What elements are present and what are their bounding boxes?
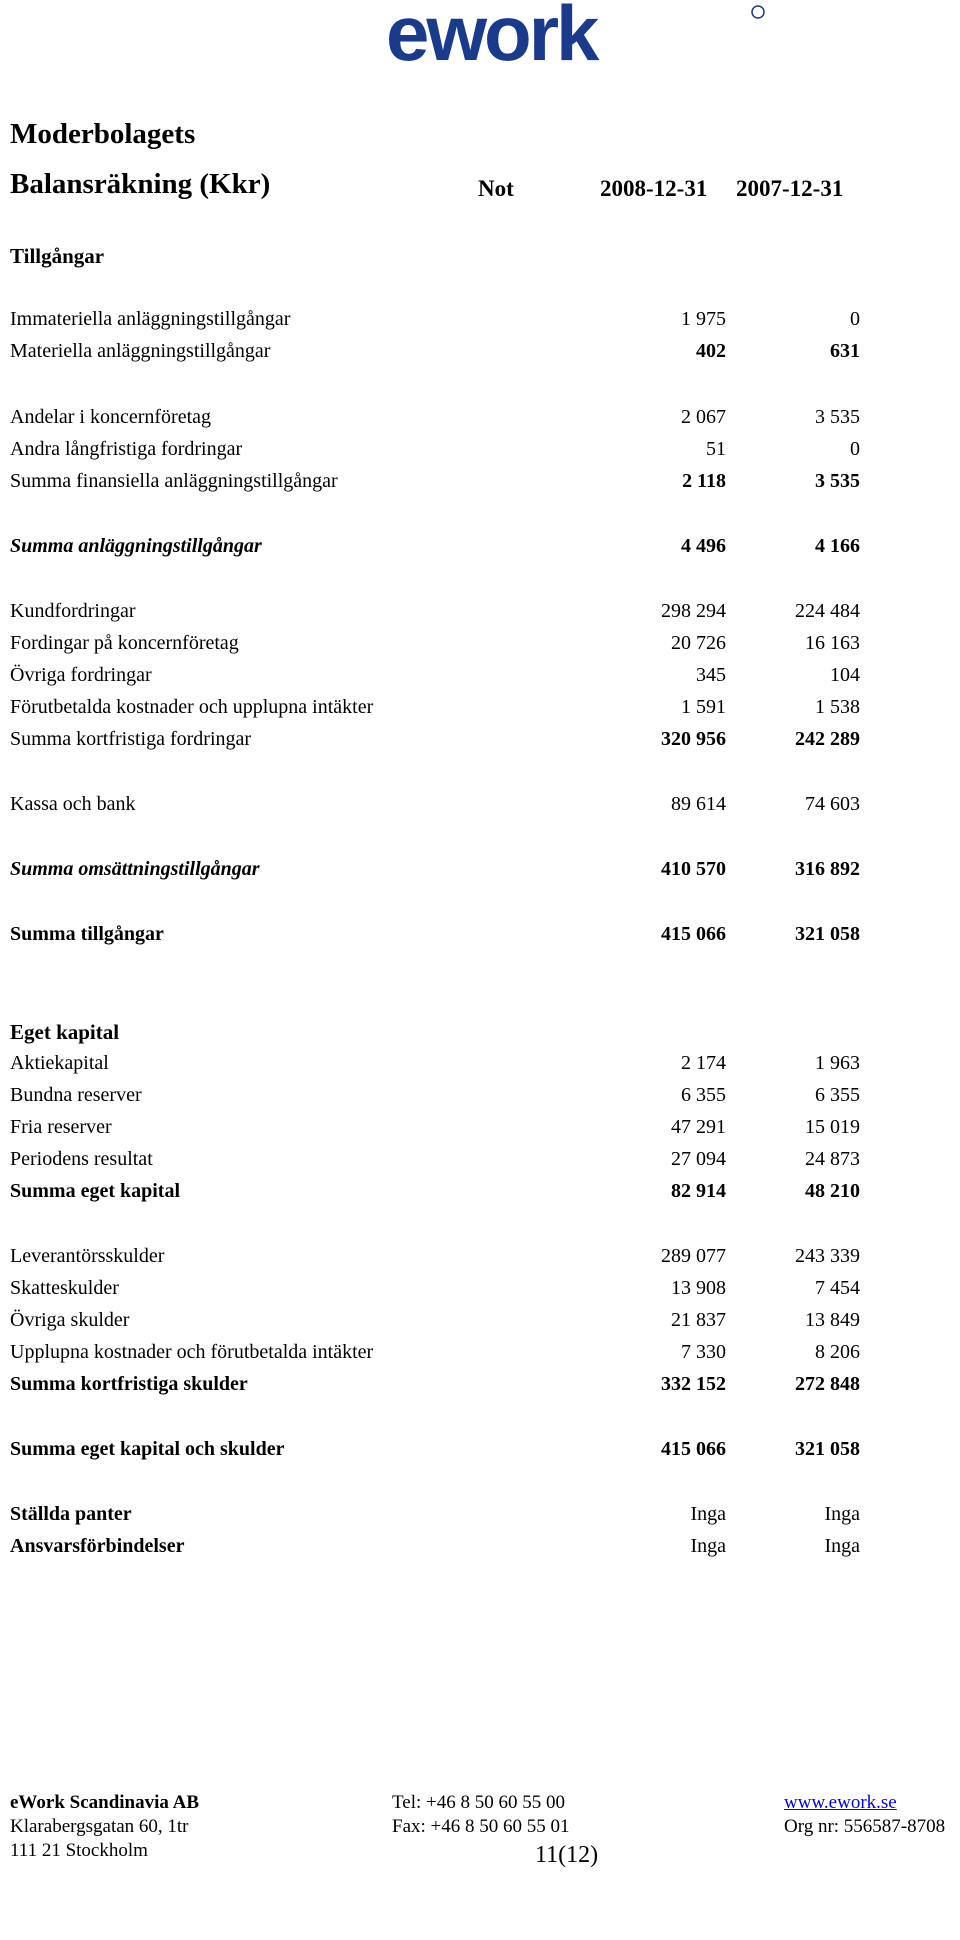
row-value-2007: 321 058 bbox=[795, 1438, 860, 1460]
row-value-2008: 402 bbox=[696, 340, 726, 362]
table-row bbox=[10, 1341, 860, 1369]
row-label: Ansvarsförbindelser bbox=[10, 1535, 185, 1557]
row-value-2007: 631 bbox=[830, 340, 860, 362]
row-value-2007: 316 892 bbox=[795, 858, 860, 880]
row-label: Fria reserver bbox=[10, 1116, 112, 1138]
table-row bbox=[10, 696, 860, 724]
row-value-2007: 224 484 bbox=[795, 600, 860, 622]
row-value-2008: 345 bbox=[696, 664, 726, 686]
row-label: Andelar i koncernföretag bbox=[10, 406, 212, 428]
row-value-2008: 47 291 bbox=[671, 1116, 726, 1138]
row-value-2007: 24 873 bbox=[805, 1148, 860, 1170]
row-value-2008: 20 726 bbox=[671, 632, 726, 654]
table-row bbox=[10, 923, 860, 951]
row-value-2008: 82 914 bbox=[671, 1180, 726, 1202]
row-value-2007: Inga bbox=[824, 1503, 860, 1525]
row-value-2007: 104 bbox=[830, 664, 860, 686]
row-value-2008: Inga bbox=[690, 1535, 726, 1557]
row-value-2008: 320 956 bbox=[661, 728, 726, 750]
row-label: Summa kortfristiga skulder bbox=[10, 1373, 248, 1395]
title-line2: Balansräkning (Kkr) bbox=[10, 168, 271, 200]
row-value-2008: 21 837 bbox=[671, 1309, 726, 1331]
row-value-2008: 332 152 bbox=[661, 1373, 726, 1395]
row-value-2008: 415 066 bbox=[661, 1438, 726, 1460]
row-label: Periodens resultat bbox=[10, 1148, 153, 1170]
table-row bbox=[10, 728, 860, 756]
table-row bbox=[10, 340, 860, 368]
row-label: Övriga skulder bbox=[10, 1309, 130, 1331]
row-value-2007: 6 355 bbox=[815, 1084, 860, 1106]
row-label: Summa eget kapital och skulder bbox=[10, 1438, 285, 1460]
table-row bbox=[10, 1116, 860, 1144]
registered-mark-icon bbox=[752, 6, 764, 18]
row-label: Kassa och bank bbox=[10, 793, 136, 815]
table-row bbox=[10, 600, 860, 628]
row-value-2007: 4 166 bbox=[815, 535, 860, 557]
table-row bbox=[10, 1148, 860, 1176]
row-value-2007: 0 bbox=[850, 308, 860, 330]
row-value-2007: 3 535 bbox=[815, 470, 860, 492]
footer-tel: Tel: +46 8 50 60 55 00 bbox=[392, 1792, 565, 1813]
ework-logo bbox=[386, 0, 766, 70]
row-value-2008: 27 094 bbox=[671, 1148, 726, 1170]
table-row bbox=[10, 1373, 860, 1401]
row-value-2008: 1 975 bbox=[681, 308, 726, 330]
row-label: Summa omsättningstillgångar bbox=[10, 858, 260, 880]
row-value-2007: 1 963 bbox=[815, 1052, 860, 1074]
table-row bbox=[10, 1180, 860, 1208]
row-label: Ställda panter bbox=[10, 1503, 132, 1525]
row-value-2008: 298 294 bbox=[661, 600, 726, 622]
row-label: Summa tillgångar bbox=[10, 923, 164, 945]
row-label: Materiella anläggningstillgångar bbox=[10, 340, 271, 362]
row-value-2007: 3 535 bbox=[815, 406, 860, 428]
row-label: Immateriella anläggningstillgångar bbox=[10, 308, 291, 330]
row-value-2007: 74 603 bbox=[805, 793, 860, 815]
row-value-2007: 321 058 bbox=[795, 923, 860, 945]
row-label: Förutbetalda kostnader och upplupna intäkter bbox=[10, 696, 374, 718]
table-row bbox=[10, 1503, 860, 1531]
row-value-2008: 7 330 bbox=[681, 1341, 726, 1363]
row-value-2008: Inga bbox=[690, 1503, 726, 1525]
footer-address-line1: Klarabergsgatan 60, 1tr bbox=[10, 1816, 189, 1837]
row-label: Kundfordringar bbox=[10, 600, 136, 622]
row-label: Aktiekapital bbox=[10, 1052, 109, 1074]
row-value-2007: 7 454 bbox=[815, 1277, 860, 1299]
footer-org-number: Org nr: 556587-8708 bbox=[784, 1816, 946, 1837]
row-label: Skatteskulder bbox=[10, 1277, 119, 1299]
ework-logo-text: ework bbox=[386, 0, 597, 70]
row-value-2008: 289 077 bbox=[661, 1245, 726, 1267]
row-label: Summa eget kapital bbox=[10, 1180, 180, 1202]
header-note: Not bbox=[478, 176, 514, 201]
row-label: Fordingar på koncernföretag bbox=[10, 632, 239, 654]
footer-company: eWork Scandinavia AB bbox=[10, 1792, 199, 1813]
table-row bbox=[10, 1309, 860, 1337]
row-value-2008: 2 118 bbox=[682, 470, 726, 492]
table-row bbox=[10, 793, 860, 821]
section-equity: Eget kapital bbox=[10, 1020, 120, 1044]
row-value-2007: Inga bbox=[824, 1535, 860, 1557]
table-row bbox=[10, 308, 860, 336]
row-value-2008: 13 908 bbox=[671, 1277, 726, 1299]
row-value-2008: 1 591 bbox=[681, 696, 726, 718]
row-value-2008: 51 bbox=[706, 438, 726, 460]
row-value-2007: 272 848 bbox=[795, 1373, 860, 1395]
row-label: Summa anläggningstillgångar bbox=[10, 535, 262, 557]
footer-fax: Fax: +46 8 50 60 55 01 bbox=[392, 1816, 570, 1837]
table-row bbox=[10, 1084, 860, 1112]
table-row bbox=[10, 470, 860, 498]
header-col1: 2008-12-31 bbox=[600, 176, 708, 201]
row-label: Andra långfristiga fordringar bbox=[10, 438, 243, 460]
row-value-2007: 0 bbox=[850, 438, 860, 460]
row-value-2007: 15 019 bbox=[805, 1116, 860, 1138]
row-value-2008: 6 355 bbox=[681, 1084, 726, 1106]
table-row bbox=[10, 1277, 860, 1305]
row-value-2008: 4 496 bbox=[681, 535, 726, 557]
row-value-2007: 242 289 bbox=[795, 728, 860, 750]
row-value-2007: 16 163 bbox=[805, 632, 860, 654]
row-label: Övriga fordringar bbox=[10, 664, 152, 686]
row-value-2007: 243 339 bbox=[795, 1245, 860, 1267]
row-label: Summa kortfristiga fordringar bbox=[10, 728, 252, 750]
row-value-2008: 415 066 bbox=[661, 923, 726, 945]
table-row bbox=[10, 438, 860, 466]
page-number: 11(12) bbox=[535, 1842, 599, 1868]
row-value-2008: 410 570 bbox=[661, 858, 726, 880]
section-assets: Tillgångar bbox=[10, 244, 105, 268]
row-value-2007: 8 206 bbox=[815, 1341, 860, 1363]
row-value-2007: 13 849 bbox=[805, 1309, 860, 1331]
table-row bbox=[10, 1245, 860, 1273]
table-row bbox=[10, 664, 860, 692]
row-value-2008: 2 067 bbox=[681, 406, 726, 428]
table-row bbox=[10, 1052, 860, 1080]
row-label: Summa finansiella anläggningstillgångar bbox=[10, 470, 338, 492]
table-row bbox=[10, 632, 860, 660]
footer-address-line2: 111 21 Stockholm bbox=[10, 1840, 148, 1861]
row-label: Leverantörsskulder bbox=[10, 1245, 165, 1267]
table-row bbox=[10, 535, 860, 563]
table-row bbox=[10, 1535, 860, 1563]
row-label: Bundna reserver bbox=[10, 1084, 142, 1106]
table-row bbox=[10, 858, 860, 886]
table-row bbox=[10, 406, 860, 434]
row-label: Upplupna kostnader och förutbetalda intäkter bbox=[10, 1341, 374, 1363]
table-row bbox=[10, 1438, 860, 1466]
row-value-2007: 1 538 bbox=[815, 696, 860, 718]
row-value-2007: 48 210 bbox=[805, 1180, 860, 1202]
row-value-2008: 2 174 bbox=[681, 1052, 726, 1074]
footer-website-link[interactable]: www.ework.se bbox=[784, 1792, 897, 1813]
row-value-2008: 89 614 bbox=[671, 793, 726, 815]
header-col2: 2007-12-31 bbox=[736, 176, 844, 201]
title-line1: Moderbolagets bbox=[10, 118, 196, 150]
